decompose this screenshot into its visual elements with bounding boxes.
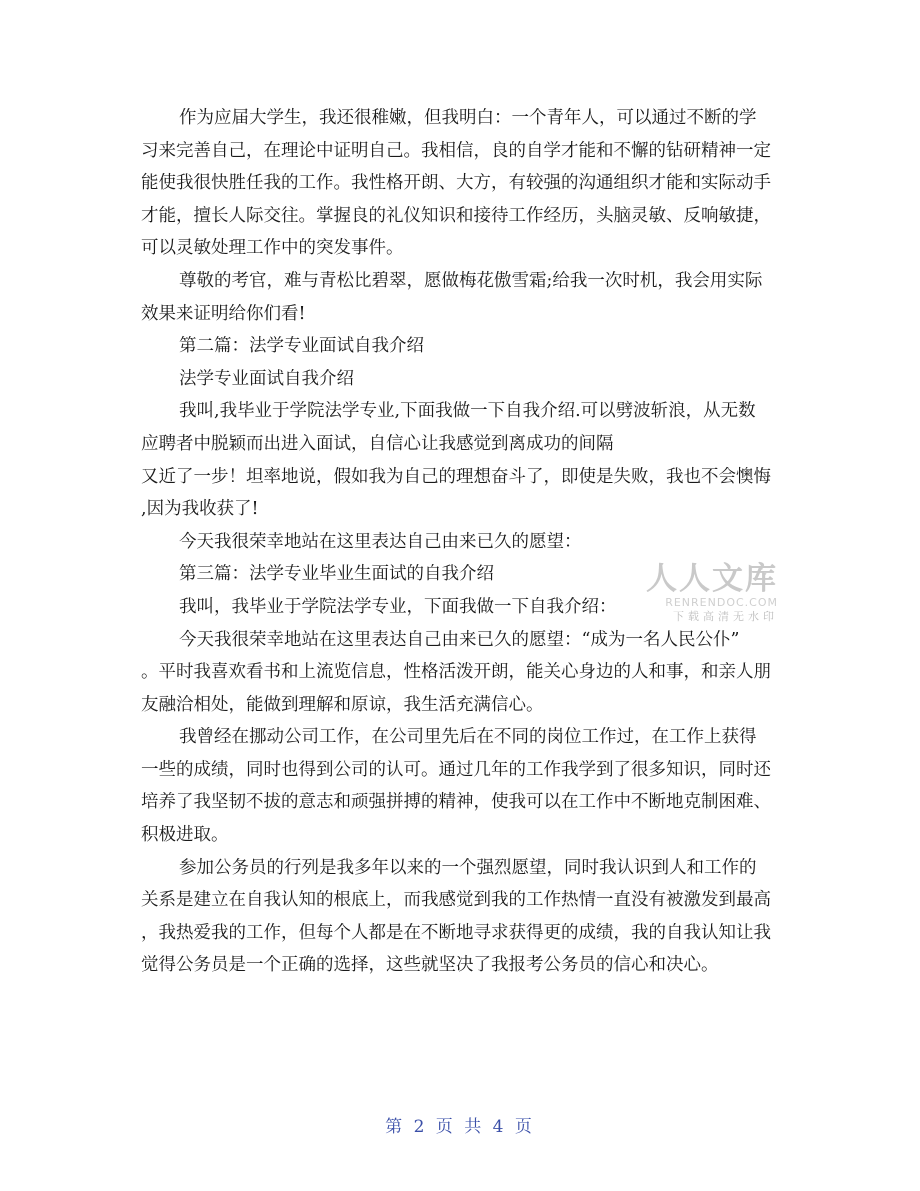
text-line: 作为应届大学生，我还很稚嫩，但我明白：一个青年人，可以通过不断的学 [179,108,757,128]
paragraph-6 [141,624,781,722]
paragraph-2 [141,265,781,330]
text-line: 今天我很荣幸地站在这里表达自己由来已久的愿望：“成为一名人民公仆” [179,629,740,650]
text-line: 法学专业面试自我介绍 [179,368,354,389]
text-line: 我曾经在挪动公司工作，在公司里先后在不同的岗位工作过，在工作上获得 [179,727,757,748]
text-line: 第三篇：法学专业毕业生面试的自我介绍 [179,564,494,585]
watermark-subtitle: 下载高清无水印 [673,610,778,623]
text-line: 觉得公务员是一个正确的选择，这些就坚决了我报考公务员的信心和决心。 [141,955,719,976]
text-line: 尊敬的考官，难与青松比碧翠，愿做梅花傲雪霜;给我一次时机，我会用实际 [179,270,763,291]
section-title-2 [141,363,781,396]
text-line: 能使我很快胜任我的工作。我性格开朗、大方，有较强的沟通组织才能和实际动手 [141,173,771,194]
text-line: ，我热爱我的工作，但每个人都是在不断地寻求获得更的成绩，我的自我认知让我 [141,922,771,943]
watermark-title: 人人文库 [646,561,778,597]
text-line: 培养了我坚韧不拔的意志和顽强拼搏的精神，使我可以在工作中不断地克制困难、 [141,792,771,813]
text-line: 积极进取。 [141,825,229,846]
paragraph-7 [141,721,781,851]
text-line: 参加公务员的行列是我多年以来的一个强烈愿望，同时我认识到人和工作的 [179,857,757,878]
section-heading-2 [141,330,781,363]
text-line: 效果来证明给你们看! [141,303,306,324]
text-line: ,因为我收获了! [141,499,259,520]
text-line: 我叫,我毕业于学院法学专业,下面我做一下自我介绍.可以劈波斩浪，从无数 [179,401,756,422]
text-line: 。平时我喜欢看书和上流览信息，性格活泼开朗，能关心身边的人和事，和亲人朋 [141,662,771,683]
text-line: 又近了一步！坦率地说，假如我为自己的理想奋斗了，即使是失败，我也不会懊悔 [141,466,771,487]
paragraph-8 [141,852,781,982]
page-number-footer: 第 2 页 共 4 页 [385,1117,535,1137]
text-line: 一些的成绩，同时也得到公司的认可。通过几年的工作我学到了很多知识，同时还 [141,759,771,780]
text-line: 可以灵敏处理工作中的突发事件。 [141,238,404,259]
watermark-logo [618,562,778,632]
paragraph-3 [141,395,781,525]
text-line: 习来完善自己，在理论中证明自己。我相信，良的自学才能和不懈的钻研精神一定 [141,140,771,161]
text-line: 应聘者中脱颖而出进入面试，自信心让我感觉到离成功的间隔 [141,433,614,454]
text-line: 第二篇：法学专业面试自我介绍 [179,336,424,357]
text-line: 我叫，我毕业于学院法学专业，下面我做一下自我介绍： [179,596,617,617]
document-body [141,102,781,982]
text-line: 友融洽相处，能做到理解和原谅，我生活充满信心。 [141,694,544,715]
paragraph-1 [141,102,781,265]
text-line: 今天我很荣幸地站在这里表达自己由来已久的愿望： [179,531,582,552]
paragraph-4 [141,526,781,559]
watermark-url: RENRENDOC.COM [665,596,778,609]
text-line: 才能，擅长人际交往。掌握良的礼仪知识和接待工作经历，头脑灵敏、反响敏捷， [141,205,771,226]
text-line: 关系是建立在自我认知的根底上，而我感觉到我的工作热情一直没有被激发到最高 [141,890,771,911]
